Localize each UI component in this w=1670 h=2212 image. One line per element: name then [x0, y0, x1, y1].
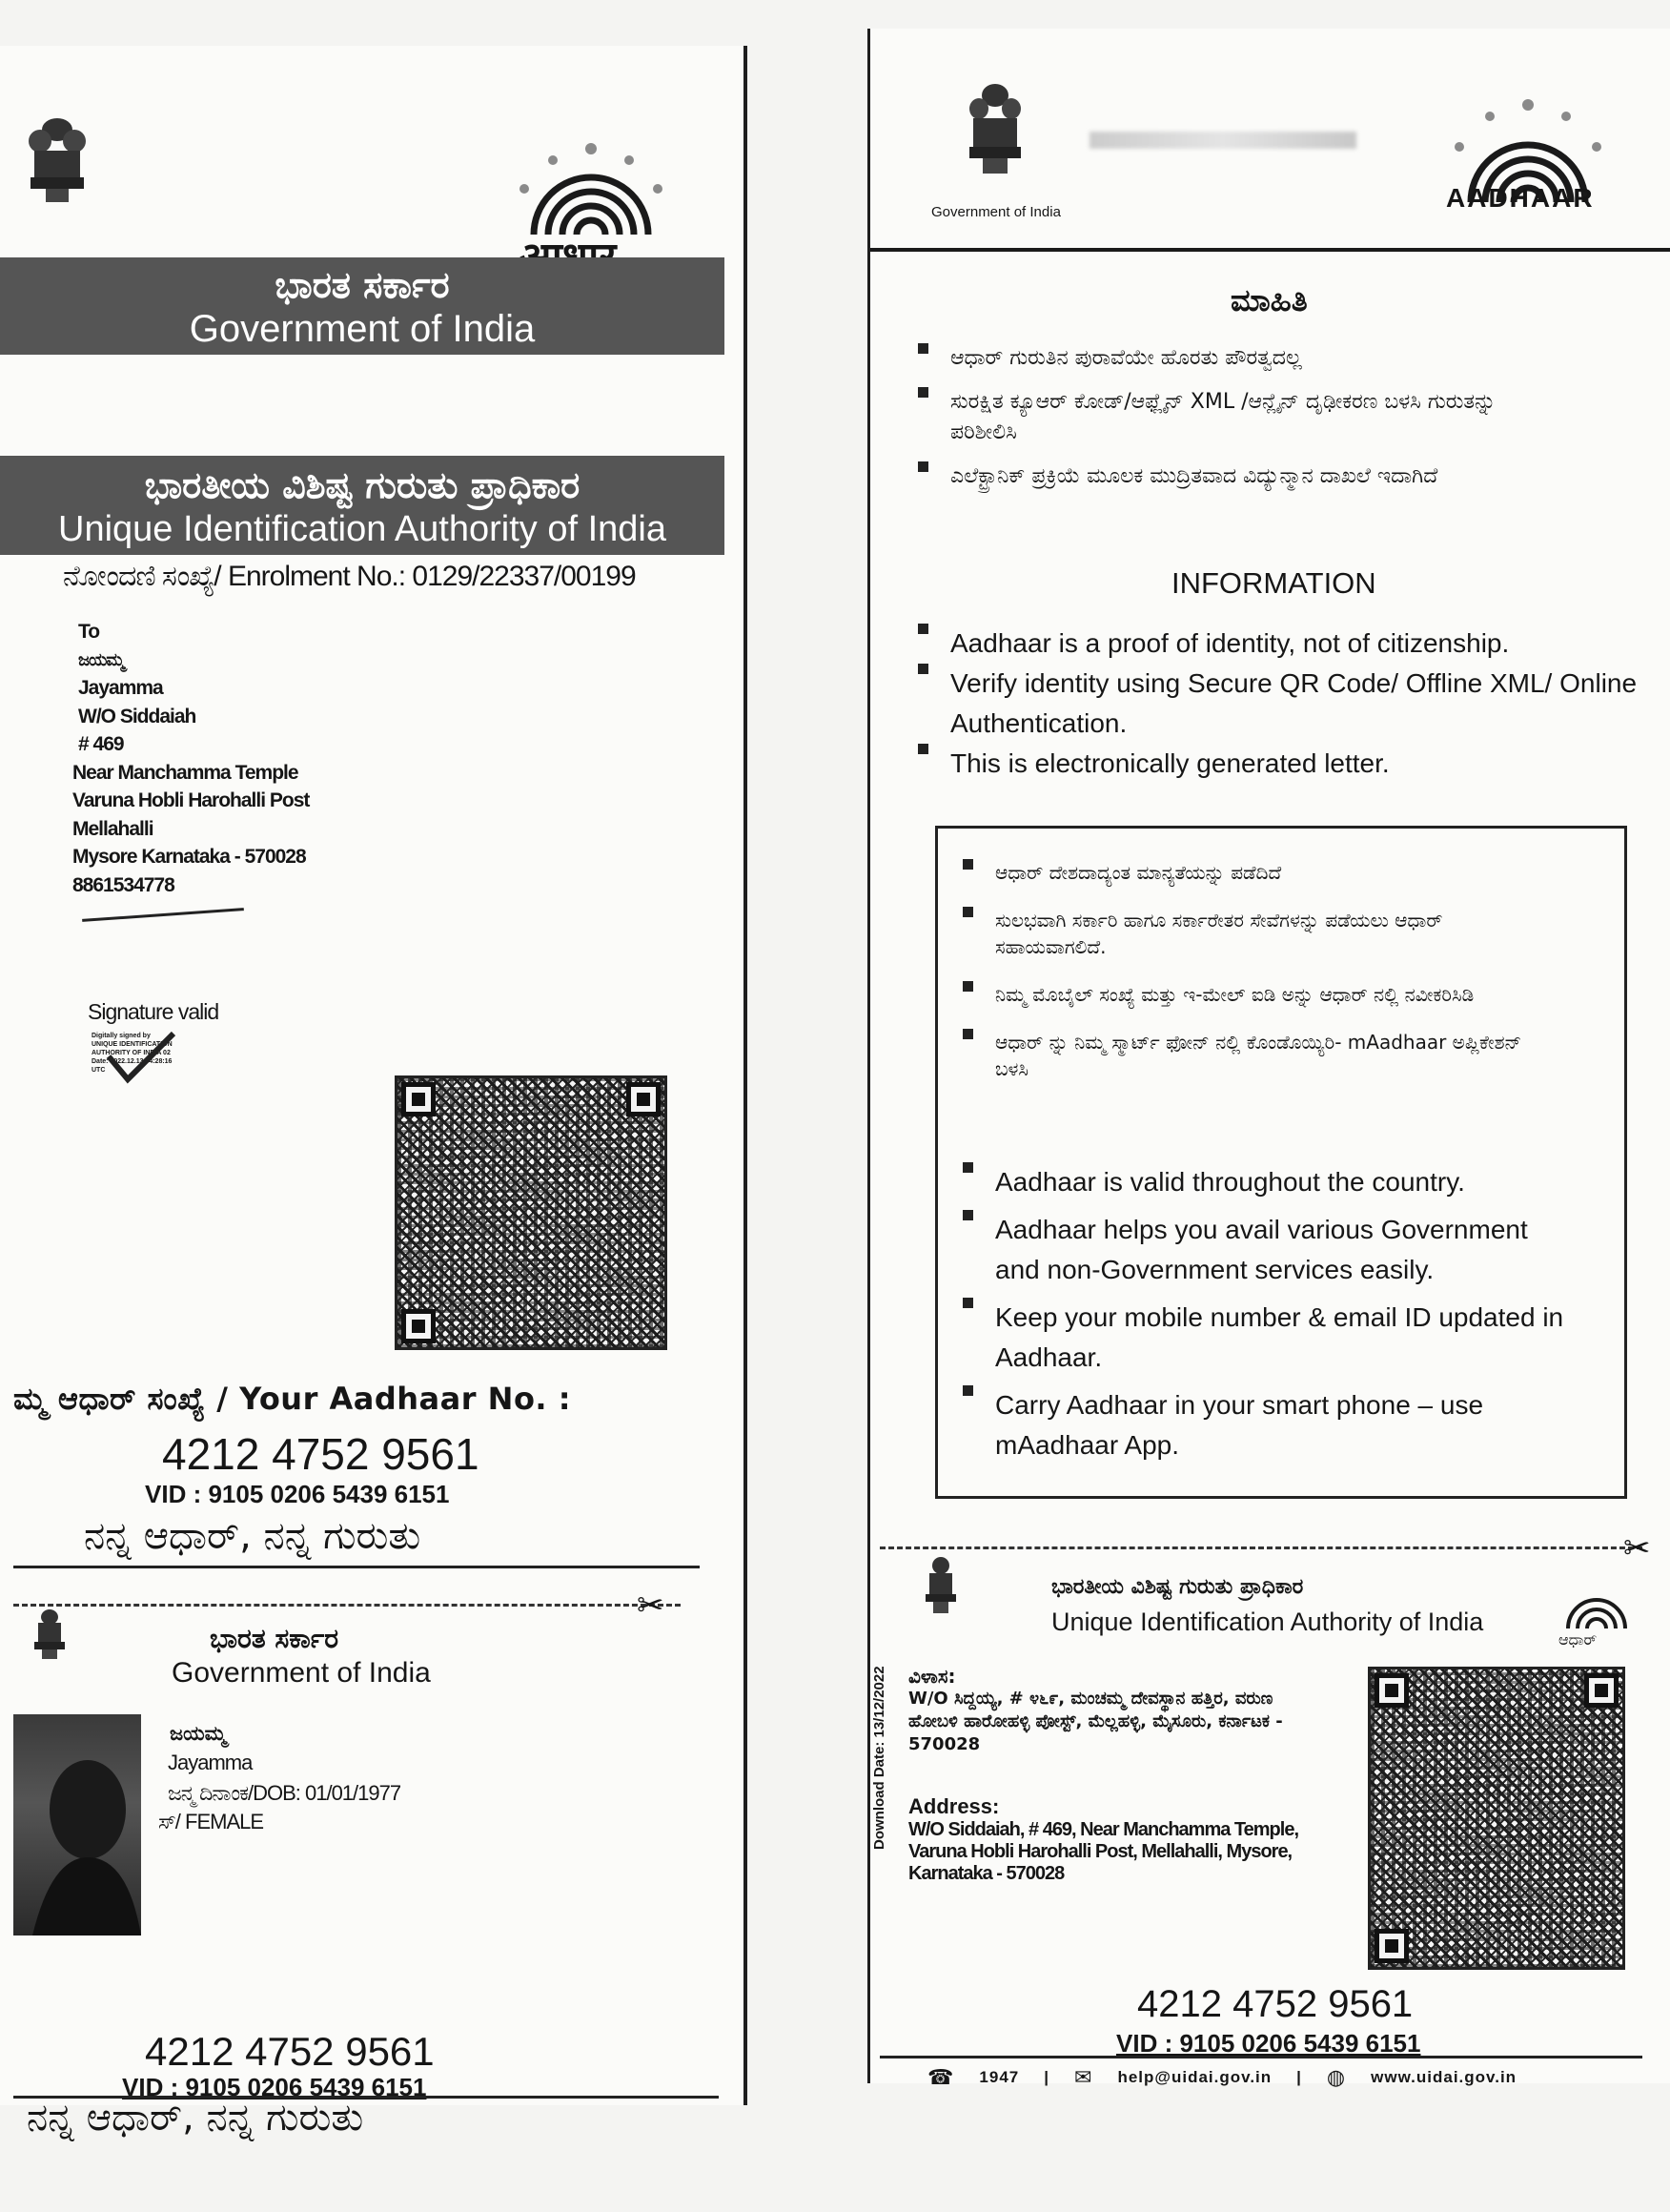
address-line: ಜಯಮ್ಮ — [78, 649, 124, 670]
address-line: # 469 — [78, 733, 124, 755]
help-email: help@uidai.gov.in — [1117, 2068, 1273, 2086]
address-line: Varuna Hobli Harohalli Post — [72, 789, 310, 811]
gov-band-kn: ಭಾರತ ಸರ್ಕಾರ — [275, 264, 450, 306]
back-logo-text: ಆಧಾರ್ — [1558, 1630, 1598, 1649]
back-vid: VID : 9105 0206 5439 6151 — [1116, 2029, 1421, 2058]
scissors-icon: ✂ — [637, 1587, 664, 1624]
aadhaar-letter-front — [0, 46, 747, 2140]
address-kn-label: ವಿಳಾಸ: — [908, 1665, 956, 1688]
email-icon: ✉ — [1074, 2065, 1093, 2089]
benefit-item-en: Aadhaar is valid throughout the country. — [963, 1162, 1573, 1202]
address-line: Mysore Karnataka - 570028 — [72, 846, 306, 868]
benefit-item-en: Aadhaar helps you avail various Government and non-Government services easily. — [963, 1210, 1573, 1290]
uidai-band — [0, 456, 724, 555]
info-item-en: Verify identity using Secure QR Code/ Offline XML/ Online Authentication. — [918, 664, 1642, 744]
address-line: To — [78, 621, 100, 643]
aadhaar-logo-icon — [1549, 1577, 1644, 1634]
address-en: W/O Siddaiah, # 469, Near Manchamma Temple, Varuna Hobli Harohalli Post, Mellahalli, Mysore, Karnataka - 570028 — [908, 1819, 1299, 1884]
benefit-item-kn: ನಿಮ್ಮ ಮೊಬೈಲ್ ಸಂಖ್ಯೆ ಮತ್ತು ಇ-ಮೇಲ್ ಐಡಿ ಅನ್ನು ಆಧಾರ್ ನಲ್ಲಿ ನವೀಕರಿಸಿಡಿ — [963, 981, 1567, 1008]
gov-band-en: Government of India — [189, 308, 536, 350]
info-title-kn: ಮಾಹಿತಿ — [1231, 282, 1308, 318]
benefit-item-kn: ಆಧಾರ್ ದೇಶದಾದ್ಯಂತ ಮಾನ್ಯತೆಯನ್ನು ಪಡೆದಿದೆ — [963, 859, 1592, 886]
header-rule — [870, 248, 1670, 252]
info-item-kn: ಆಧಾರ್ ಗುರುತಿನ ಪುರಾವೆಯೇ ಹೊರತು ಪೌರತ್ವದಲ್ಲ — [918, 343, 1642, 374]
aadhaar-letter-back — [867, 29, 1670, 2089]
handwritten-underline — [82, 908, 244, 922]
info-title-en: INFORMATION — [1171, 566, 1376, 600]
card-gov-en: Government of India — [172, 1657, 431, 1689]
your-aadhaar-no-label: ಮ್ಮ ಆಧಾರ್ ಸಂಖ್ಯೆ / Your Aadhaar No. : — [13, 1381, 572, 1417]
uidai-band-en: Unique Identification Authority of India — [58, 509, 666, 549]
fine-print-line: UNIQUE IDENTIFICATION — [92, 1041, 173, 1048]
card-gender: ಸ್/ FEMALE — [158, 1810, 264, 1833]
national-emblem-icon — [962, 76, 1028, 217]
back-aadhaar-number: 4212 4752 9561 — [1137, 1983, 1414, 2025]
uidai-band-kn: ಭಾರತೀಯ ವಿಶಿಷ್ಟ ಗುರುತು ಪ್ರಾಧಿಕಾರ — [144, 464, 580, 506]
qr-code — [1368, 1667, 1625, 1970]
address-line: Mellahalli — [72, 817, 153, 840]
address-line: 8861534778 — [72, 873, 174, 896]
info-list-kn — [918, 343, 1642, 492]
emblem-caption: Government of India — [931, 204, 1061, 220]
gov-of-india-band — [0, 257, 724, 355]
signature-valid-label: Signature valid — [88, 999, 219, 1024]
qr-code — [395, 1075, 667, 1350]
checkmark-icon — [103, 1028, 179, 1085]
benefit-item-kn: ಆಧಾರ್ ನ್ನು ನಿಮ್ಮ ಸ್ಮಾರ್ಟ್ ಫೋನ್ ನಲ್ಲಿ ಕೊಂಡೊಯ್ಯಿರಿ- mAadhaar ಅಪ್ಲಿಕೇಶನ್ ಬಳಸಿ — [963, 1029, 1529, 1082]
person-silhouette-icon — [13, 1714, 141, 1936]
fine-print-line: AUTHORITY OF INDIA 02 — [92, 1050, 171, 1056]
footer-separator: | — [1044, 2068, 1049, 2086]
fine-print-line: Date: 2022.12.13 04:28:16 — [92, 1058, 173, 1065]
globe-icon: ◍ — [1326, 2065, 1347, 2089]
card-gov-kn: ಭಾರತ ಸರ್ಕಾರ — [210, 1623, 339, 1654]
phone-icon: ☎ — [927, 2065, 955, 2089]
enrolment-number: ನೋಂದಣಿ ಸಂಖ್ಯೆ/ Enrolment No.: 0129/22337/00199 — [63, 561, 636, 592]
info-item-kn: ಎಲೆಕ್ಟ್ರಾನಿಕ್ ಪ್ರಕ್ರಿಯೆ ಮೂಲಕ ಮುದ್ರಿತವಾದ ವಿದ್ಯುನ್ಮಾನ ದಾಖಲೆ ಇದಾಗಿದೆ — [918, 461, 1599, 492]
info-item-kn: ಸುರಕ್ಷಿತ ಕ್ಯೂಆರ್ ಕೋಡ್/ಆಫ್ಲೈನ್ XML /ಆನ್ಲೈನ್ ದೃಢೀಕರಣ ಬಳಸಿ ಗುರುತನ್ನು ಪರಿಶೀಲಿಸಿ — [918, 387, 1541, 448]
info-item-en: Aadhaar is a proof of identity, not of citizenship. — [918, 624, 1642, 664]
footer-separator: | — [1296, 2068, 1302, 2086]
info-list-en — [918, 624, 1642, 784]
card-name-en: Jayamma — [168, 1751, 253, 1774]
card-vid: VID : 9105 0206 5439 6151 — [122, 2073, 427, 2101]
address-line: W/O Siddaiah — [78, 705, 196, 727]
divider — [13, 1566, 700, 1568]
recipient-address — [72, 618, 310, 899]
scissors-icon: ✂ — [1623, 1530, 1651, 1567]
footer — [927, 2065, 1652, 2090]
address-en-label: Address: — [908, 1794, 1000, 1818]
benefit-item-en: Carry Aadhaar in your smart phone – use mAadhaar App. — [963, 1385, 1573, 1465]
download-date: Download Date: 13/12/2022 — [871, 1666, 887, 1850]
cut-line — [13, 1604, 681, 1607]
fine-print-line: UTC — [92, 1067, 106, 1074]
benefits-list-en — [963, 1162, 1573, 1465]
address-kn: W/O ಸಿದ್ದಯ್ಯ, # ೪೬೯, ಮಂಚಮ್ಮ ದೇವಸ್ಥಾನ ಹತ್ತಿರ, ವರುಣ ಹೋಬಳಿ ಹಾರೋಹಳ್ಳಿ ಪೋಸ್ಟ್, ಮೆಲ್ಲಹಳ್ಳಿ, ಮೈಸೂರು, ಕರ್ನಾಟಕ - 570028 — [908, 1689, 1283, 1754]
benefit-item-kn: ಸುಲಭವಾಗಿ ಸರ್ಕಾರಿ ಹಾಗೂ ಸರ್ಕಾರೇತರ ಸೇವೆಗಳನ್ನು ಪಡೆಯಲು ಆಧಾರ್ ಸಹಾಯವಾಗಲಿದೆ. — [963, 907, 1491, 960]
benefits-list-kn — [963, 859, 1592, 1082]
national-emblem-icon — [29, 1606, 71, 1674]
address-line: Near Manchamma Temple — [72, 761, 298, 784]
benefits-box — [935, 826, 1627, 1499]
national-emblem-icon — [920, 1554, 962, 1634]
cut-line — [880, 1546, 1642, 1549]
info-item-en: This is electronically generated letter. — [918, 744, 1642, 784]
aadhaar-number: 4212 4752 9561 — [162, 1429, 479, 1479]
vid-number: VID : 9105 0206 5439 6151 — [145, 1480, 450, 1508]
card-name-kn: ಜಯಮ್ಮ — [170, 1722, 227, 1745]
blurred-text — [1090, 132, 1356, 149]
fine-print-line: Digitally signed by — [92, 1033, 151, 1039]
card-dob: ಜನ್ಮ ದಿನಾಂಕ/DOB: 01/01/1977 — [168, 1781, 401, 1805]
website: www.uidai.gov.in — [1371, 2068, 1517, 2086]
tagline: ನನ್ನ ಆಧಾರ್, ನನ್ನ ಗುರುತು — [84, 1514, 421, 1558]
address-line: Jayamma — [78, 677, 163, 699]
card-tagline: ನನ್ನ ಆಧಾರ್, ನನ್ನ ಗುರುತು — [27, 2096, 364, 2140]
national-emblem-icon — [17, 109, 97, 223]
benefit-item-en: Keep your mobile number & email ID updated in Aadhaar. — [963, 1298, 1573, 1378]
footer-rule — [880, 2056, 1642, 2058]
card-aadhaar-number: 4212 4752 9561 — [145, 2029, 435, 2074]
helpline-number: 1947 — [979, 2068, 1020, 2086]
aadhaar-logo-text: AADHAAR — [1446, 183, 1595, 213]
back-authority-en: Unique Identification Authority of India — [1051, 1608, 1484, 1636]
back-authority-kn: ಭಾರತೀಯ ವಿಶಿಷ್ಟ ಗುರುತು ಪ್ರಾಧಿಕಾರ — [1051, 1575, 1304, 1599]
photo — [13, 1714, 141, 1936]
